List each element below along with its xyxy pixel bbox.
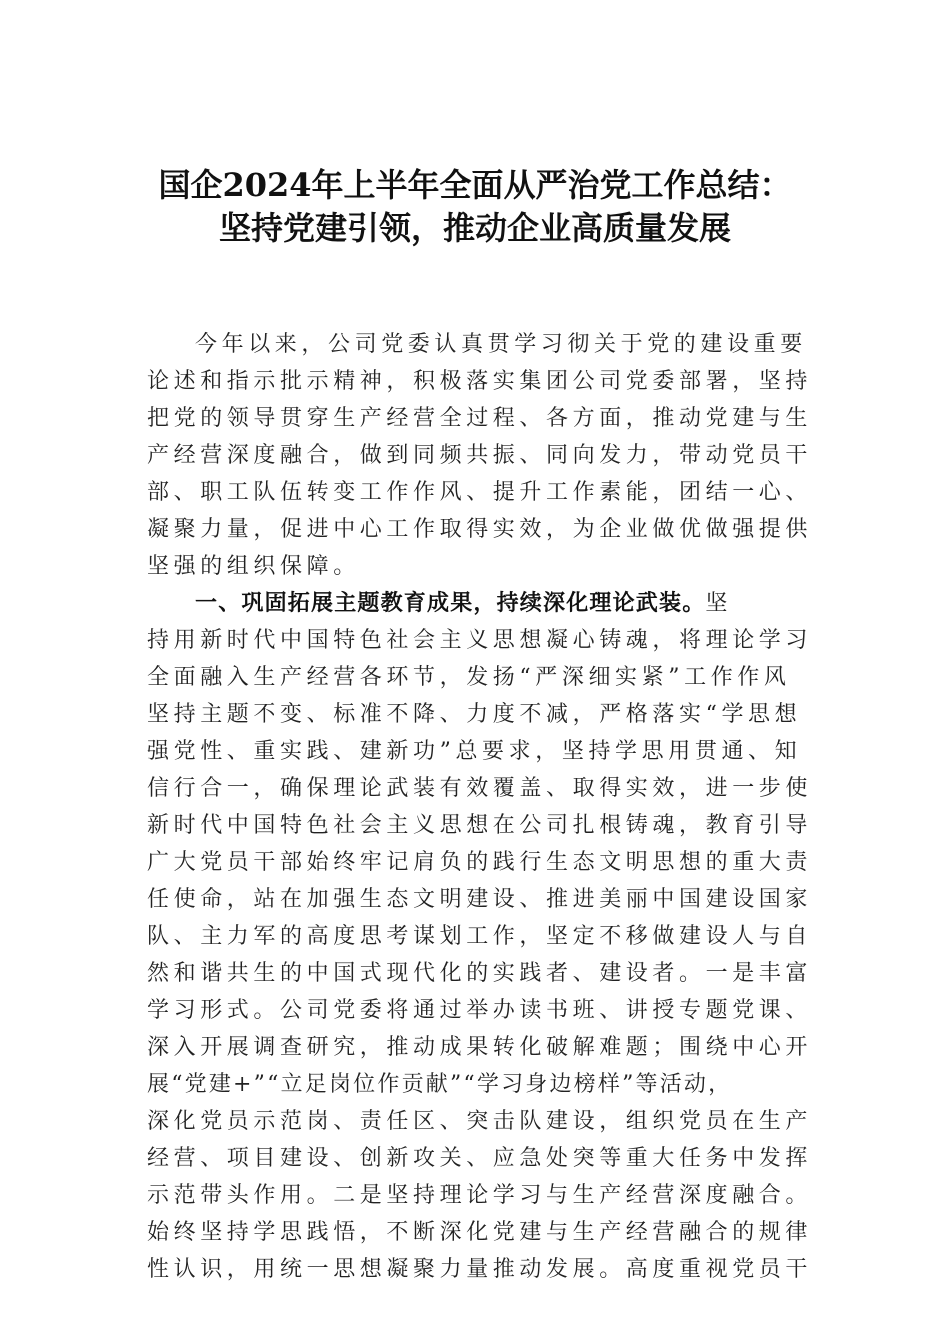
section-1-heading: 一、巩固拓展主题教育成果，持续深化理论武装。 <box>195 590 706 616</box>
paragraph-line: 新时代中国特色社会主义思想在公司扎根铸魂，教育引导 <box>147 813 813 838</box>
paragraph-line: 部、职工队伍转变工作作风、提升工作素能，团结一心、 <box>147 480 813 505</box>
paragraph-line: 广大党员干部始终牢记肩负的践行生态文明思想的重大责 <box>147 850 813 875</box>
paragraph-line: 示范带头作用。二是坚持理论学习与生产经营深度融合。 <box>147 1183 813 1208</box>
paragraph-line: 强党性、重实践、建新功”总要求，坚持学思用贯通、知 <box>147 739 802 764</box>
document-title-line-1: 国企2024年上半年全面从严治党工作总结： <box>158 166 792 204</box>
paragraph-line: 任使命，站在加强生态文明建设、推进美丽中国建设国家 <box>147 887 813 912</box>
paragraph-line: 展“党建+”“立足岗位作贡献”“学习身边榜样”等活动， <box>147 1072 733 1097</box>
paragraph-line: 持用新时代中国特色社会主义思想凝心铸魂，将理论学习 <box>147 628 813 653</box>
section-1-heading-tail: 坚 <box>705 591 733 616</box>
paragraph-line: 凝聚力量，促进中心工作取得实效，为企业做优做强提供 <box>147 517 813 542</box>
paragraph-line: 深入开展调查研究，推动成果转化破解难题；围绕中心开 <box>147 1035 813 1060</box>
paragraph-line: 全面融入生产经营各环节，发扬“严深细实紧”工作作风 <box>147 665 791 690</box>
section-heading-line <box>195 585 732 622</box>
paragraph-line: 队、主力军的高度思考谋划工作，坚定不移做建设人与自 <box>147 924 813 949</box>
paragraph-line: 论述和指示批示精神，积极落实集团公司党委部署，坚持 <box>147 369 813 394</box>
paragraph-line: 然和谐共生的中国式现代化的实践者、建设者。一是丰富 <box>147 961 813 986</box>
paragraph-line: 学习形式。公司党委将通过举办读书班、讲授专题党课、 <box>147 998 813 1023</box>
paragraph-line: 坚持主题不变、标准不降、力度不减，严格落实“学思想 <box>147 702 802 727</box>
paragraph-line: 经营、项目建设、创新攻关、应急处突等重大任务中发挥 <box>147 1146 813 1171</box>
document-title-line-2: 坚持党建引领，推动企业高质量发展 <box>218 209 731 247</box>
paragraph-line: 坚强的组织保障。 <box>147 554 360 579</box>
paragraph-line: 产经营深度融合，做到同频共振、同向发力，带动党员干 <box>147 443 813 468</box>
paragraph-line: 始终坚持学思践悟，不断深化党建与生产经营融合的规律 <box>147 1220 813 1245</box>
paragraph-line: 性认识，用统一思想凝聚力量推动发展。高度重视党员干 <box>147 1257 813 1282</box>
paragraph-line: 深化党员示范岗、责任区、突击队建设，组织党员在生产 <box>147 1109 813 1134</box>
paragraph-line: 信行合一，确保理论武装有效覆盖、取得实效，进一步使 <box>147 776 813 801</box>
paragraph-line: 今年以来，公司党委认真贯学习彻关于党的建设重要 <box>195 332 807 357</box>
paragraph-line: 把党的领导贯穿生产经营全过程、各方面，推动党建与生 <box>147 406 813 431</box>
